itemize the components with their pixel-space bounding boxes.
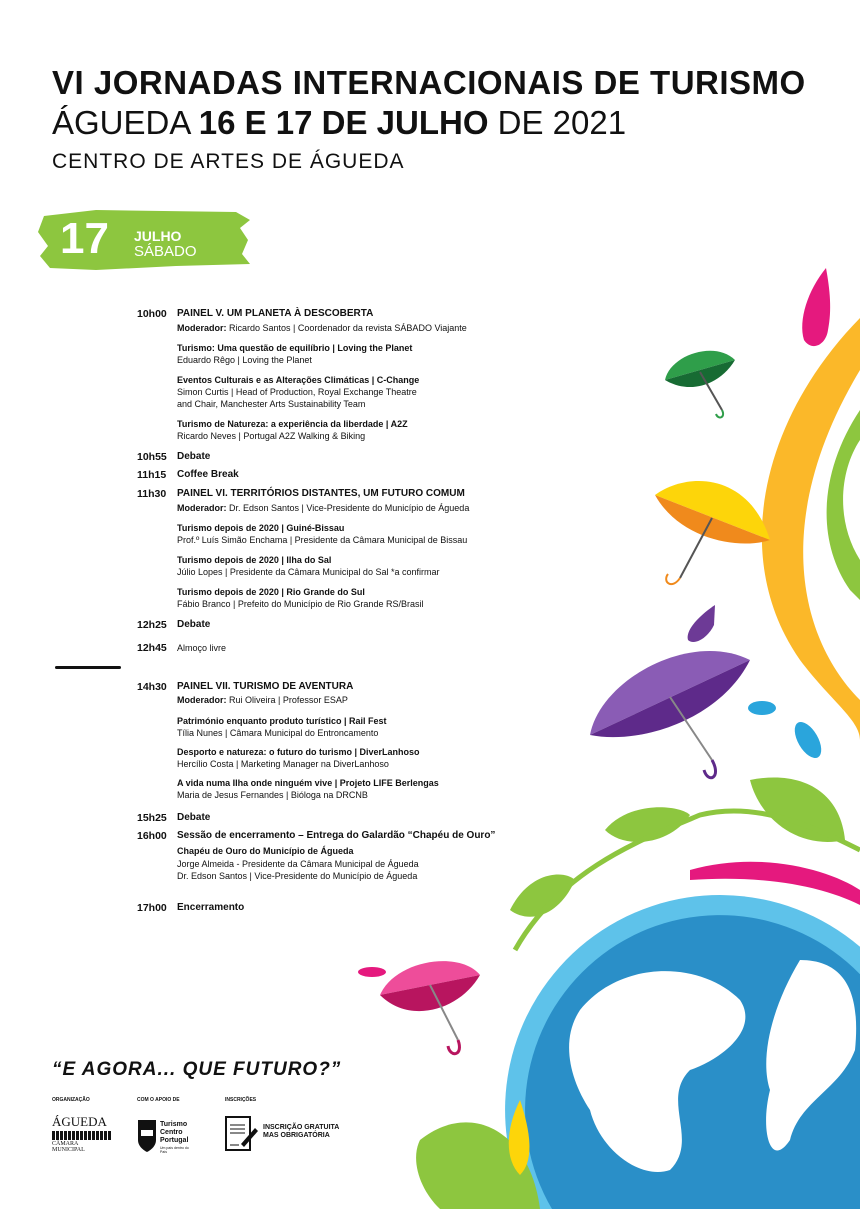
agueda-logo-sub: CÂMARA MUNICIPAL [52, 1141, 85, 1153]
agueda-logo-name: ÁGUEDA [52, 1114, 107, 1129]
talk-title: Turismo depois de 2020 | Ilha do Sal [177, 555, 332, 565]
pink-drop [358, 967, 386, 977]
green-leaf [750, 778, 845, 842]
yellow-umbrella-icon [655, 481, 770, 584]
time: 15h25 [137, 812, 167, 824]
talk-title: A vida numa Ilha onde ninguém vive | Projeto LIFE Berlengas [177, 778, 439, 788]
time: 11h30 [137, 488, 167, 500]
event-title: VI JORNADAS INTERNACIONAIS DE TURISMO [52, 64, 806, 101]
talk-speaker: Tília Nunes | Câmara Municipal do Entroncamento [177, 728, 379, 738]
time: 10h55 [137, 451, 167, 463]
turismo-centro-tagline: Um país dentro do País [160, 1146, 189, 1154]
talk-speaker: Ricardo Neves | Portugal A2Z Walking & Biking [177, 431, 366, 441]
time: 16h00 [137, 830, 167, 842]
talk-speaker: Júlio Lopes | Presidente da Câmara Municipal do Sal *a confirmar [177, 567, 440, 577]
talk-speaker: Prof.º Luís Simão Enchama | Presidente da Câmara Municipal de Bissau [177, 535, 468, 545]
time: 17h00 [137, 902, 167, 914]
event-year: DE 2021 [497, 104, 627, 141]
time: 12h25 [137, 619, 167, 631]
session-label: Debate [177, 812, 211, 823]
moderator [177, 322, 467, 334]
purple-umbrella-icon [590, 651, 750, 778]
talk-title: Eventos Culturais e as Alterações Climáticas | C-Change [177, 375, 420, 385]
panel-title: PAINEL VI. TERRITÓRIOS DISTANTES, UM FUTURO COMUM [177, 488, 465, 499]
turismo-centro-shield-icon [137, 1116, 157, 1154]
green-swoosh [827, 410, 860, 600]
pink-umbrella-icon [380, 961, 480, 1054]
moderator-name: Rui Oliveira | Professor ESAP [226, 695, 348, 705]
moderator-name: Ricardo Santos | Coordenador da revista SÁBADO Viajante [226, 323, 467, 333]
session-label: Coffee Break [177, 469, 239, 480]
moderator-label: Moderador: [177, 695, 227, 705]
closing-line: Jorge Almeida - Presidente da Câmara Municipal de Águeda [177, 859, 419, 869]
turismo-centro-name: Turismo Centro Portugal [160, 1121, 189, 1144]
event-city: ÁGUEDA [52, 104, 190, 141]
talk-title: Turismo de Natureza: a experiência da liberdade | A2Z [177, 419, 408, 429]
talk-speaker: Maria de Jesus Fernandes | Bióloga na DRCNB [177, 790, 368, 800]
moderator [177, 502, 469, 514]
session-label: Almoço livre [177, 643, 227, 653]
moderator-label: Moderador: [177, 503, 227, 513]
talk-speaker: Simon Curtis | Head of Production, Royal Exchange Theatre and Chair, Manchester Arts Sustainability Team [177, 387, 417, 409]
building-icon [52, 1131, 112, 1140]
closing-line: Dr. Edson Santos | Vice-Presidente do Município de Águeda [177, 871, 418, 881]
purple-drop [688, 605, 715, 642]
closing-subtitle: Chapéu de Ouro do Município de Águeda [177, 846, 354, 856]
registration-label: INSCRIÇÕES [225, 1097, 257, 1103]
time: 14h30 [137, 681, 167, 693]
talk-title: Turismo depois de 2020 | Guiné-Bissau [177, 523, 345, 533]
green-umbrella-icon [665, 351, 735, 418]
time: 12h45 [137, 642, 167, 654]
blue-drop [748, 701, 776, 715]
registration-text: INSCRIÇÃO GRATUITA MAS OBRIGATÓRIA [263, 1124, 340, 1139]
moderator-label: Moderador: [177, 323, 227, 333]
panel-title: PAINEL V. UM PLANETA À DESCOBERTA [177, 308, 374, 319]
event-days: 16 E 17 DE JULHO [198, 104, 489, 141]
talk-title: Turismo: Uma questão de equilíbrio | Loving the Planet [177, 343, 413, 353]
moderator-name: Dr. Edson Santos | Vice-Presidente do Município de Águeda [226, 503, 470, 513]
session-label: Debate [177, 619, 211, 630]
day-month: JULHO [134, 228, 182, 244]
talk-speaker: Fábio Branco | Prefeito do Município de Rio Grande RS/Brasil [177, 599, 424, 609]
moderator [177, 694, 348, 706]
time: 11h15 [137, 469, 167, 481]
talk-speaker: Eduardo Rêgo | Loving the Planet [177, 355, 312, 365]
day-weekday: SÁBADO [134, 243, 197, 260]
blue-drop [789, 718, 826, 763]
event-venue: CENTRO DE ARTES DE ÁGUEDA [52, 150, 405, 173]
divider [55, 666, 121, 669]
agueda-logo [52, 1114, 112, 1153]
talk-title: Turismo depois de 2020 | Rio Grande do Sul [177, 587, 365, 597]
time: 10h00 [137, 308, 167, 320]
pink-drop [802, 268, 830, 346]
panel-title: PAINEL VII. TURISMO DE AVENTURA [177, 681, 354, 692]
event-dates [52, 104, 626, 142]
support-label: COM O APOIO DE [137, 1097, 180, 1103]
registration-form-icon [225, 1116, 259, 1152]
session-label: Encerramento [177, 902, 245, 913]
session-label: Debate [177, 451, 211, 462]
talk-title: Património enquanto produto turístico | Rail Fest [177, 716, 387, 726]
talk-speaker: Hercílio Costa | Marketing Manager na DiverLanhoso [177, 759, 389, 769]
talk-title: Desporto e natureza: o futuro do turismo | DiverLanhoso [177, 747, 420, 757]
organization-label: ORGANIZAÇÃO [52, 1097, 90, 1103]
day-number: 17 [60, 214, 109, 263]
tagline-quote: “E AGORA... QUE FUTURO?” [52, 1059, 342, 1080]
closing-title: Sessão de encerramento – Entrega do Galardão “Chapéu de Ouro” [177, 830, 496, 841]
